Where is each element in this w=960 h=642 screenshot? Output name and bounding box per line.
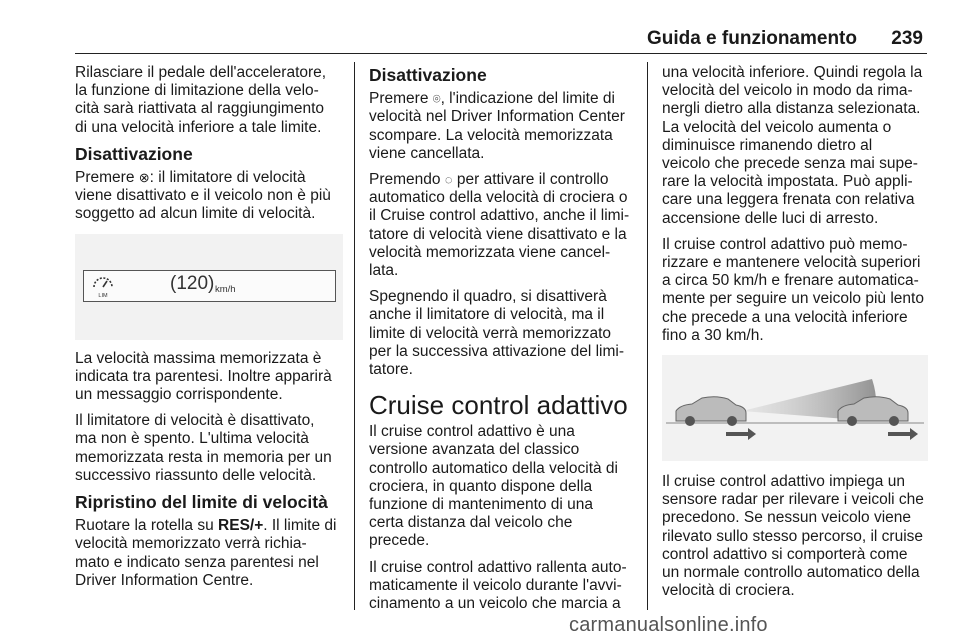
paragraph: Il cruise control adattivo rallenta auto- maticamente il veicolo durante l'avvi- cinamento a un veicolo che marcia a	[369, 558, 627, 613]
paragraph: La velocità massima memorizzata è indicata tra parentesi. Inoltre apparirà un messaggio corrispondente.	[75, 349, 332, 404]
speed-limiter-display-figure	[75, 234, 343, 340]
paragraph: Spegnendo il quadro, si disattiverà anche il limitatore di velocità, ma il limite di velocità verrà memorizzato per la successiva attivazione del limi- tatore.	[369, 288, 624, 379]
section-title: Guida e funzionamento	[646, 28, 857, 49]
column-divider	[354, 62, 355, 610]
paragraph: Il cruise control adattivo impiega un sensore radar per rilevare i veicoli che precedono. Se nessun veicolo viene rilevato sullo stesso percorso, il cruise control adattivo si comporterà come un normale controllo automatico della velocità di crociera.	[662, 473, 924, 600]
column-middle	[369, 64, 633, 621]
paragraph: Ruotare la rotella su RES/+. Il limite di velocità memorizzato verrà richia- mato e indicato senza parentesi nel Driver Information Centre.	[75, 517, 337, 589]
watermark: carmanualsonline.info	[569, 614, 768, 636]
heading-ripristino: Ripristino del limite di velocità	[75, 492, 328, 513]
page-header	[75, 26, 927, 52]
paragraph: Il cruise control adattivo è una versione avanzata del classico controllo automatico della velocità di crociera, in quanto dispone della funzione di mantenimento di una certa distanza dal veicolo che precede.	[369, 423, 618, 550]
paragraph: Premere ⊗: il limitatore di velocità viene disattivato e il veicolo non è più soggetto ad alcun limite di velocità.	[75, 169, 331, 223]
radar-illustration-figure	[662, 355, 928, 461]
paragraph: Il cruise control adattivo può memo- rizzare e mantenere velocità superiori a circa 50 km/h e frenare automatica- mente per seguire un veicolo più lento che precede a una velocità inferiore fino a 30 km/h.	[662, 235, 924, 344]
column-right	[662, 64, 928, 608]
header-rule	[75, 53, 927, 54]
paragraph: Premere ⌾, l'indicazione del limite di velocità nel Driver Information Center scompare. La velocità memorizzata viene cancellata.	[369, 90, 625, 162]
speed-limiter-icon: ⌾	[432, 91, 441, 107]
column-left	[75, 64, 343, 598]
cruise-control-icon: ◌	[444, 172, 453, 188]
paragraph: Il limitatore di velocità è disattivato, ma non è spento. L'ultima velocità memorizzata resta in memoria per un successivo riassunto delle velocità.	[75, 412, 332, 484]
page-number: 239	[891, 28, 923, 49]
heading-cruise-control-adattivo: Cruise control adattivo	[369, 390, 628, 421]
svg-text:LIM: LIM	[98, 292, 108, 299]
stored-speed-value: (120)	[170, 272, 215, 294]
cancel-icon: ⊗	[138, 170, 150, 186]
direction-arrow-icon	[888, 428, 918, 440]
heading-disattivazione: Disattivazione	[75, 143, 193, 164]
paragraph: Premendo ◌ per attivare il controllo automatico della velocità di crociera o il Cruise control adattivo, anche il limi- tatore di velocità viene disattivato e la velocità memorizzata viene cancel- lata.	[369, 171, 630, 280]
driver-info-display	[83, 270, 336, 302]
paragraph: Rilasciare il pedale dell'acceleratore, la funzione di limitazione della velo- cità sarà riattivata al raggiungimento di una velocità inferiore a tale limite.	[75, 64, 327, 136]
radar-illustration	[662, 355, 928, 461]
speed-limiter-icon	[90, 273, 116, 299]
res-button-label: RES/+	[218, 517, 264, 535]
direction-arrow-icon	[726, 428, 756, 440]
column-divider	[647, 62, 648, 610]
speed-unit: km/h	[215, 283, 236, 295]
heading-disattivazione: Disattivazione	[369, 65, 487, 85]
paragraph: una velocità inferiore. Quindi regola la velocità del veicolo in modo da rima- nergli dietro alla distanza selezionata. La velocità del veicolo aumenta o diminuisce rimanendo dietro al veicolo che precede senza mai supe- rare la velocità impostata. Può appli- care una leggera frenata con relativa accensione delle luci di arresto.	[662, 64, 923, 227]
follower-car-icon	[676, 397, 746, 426]
